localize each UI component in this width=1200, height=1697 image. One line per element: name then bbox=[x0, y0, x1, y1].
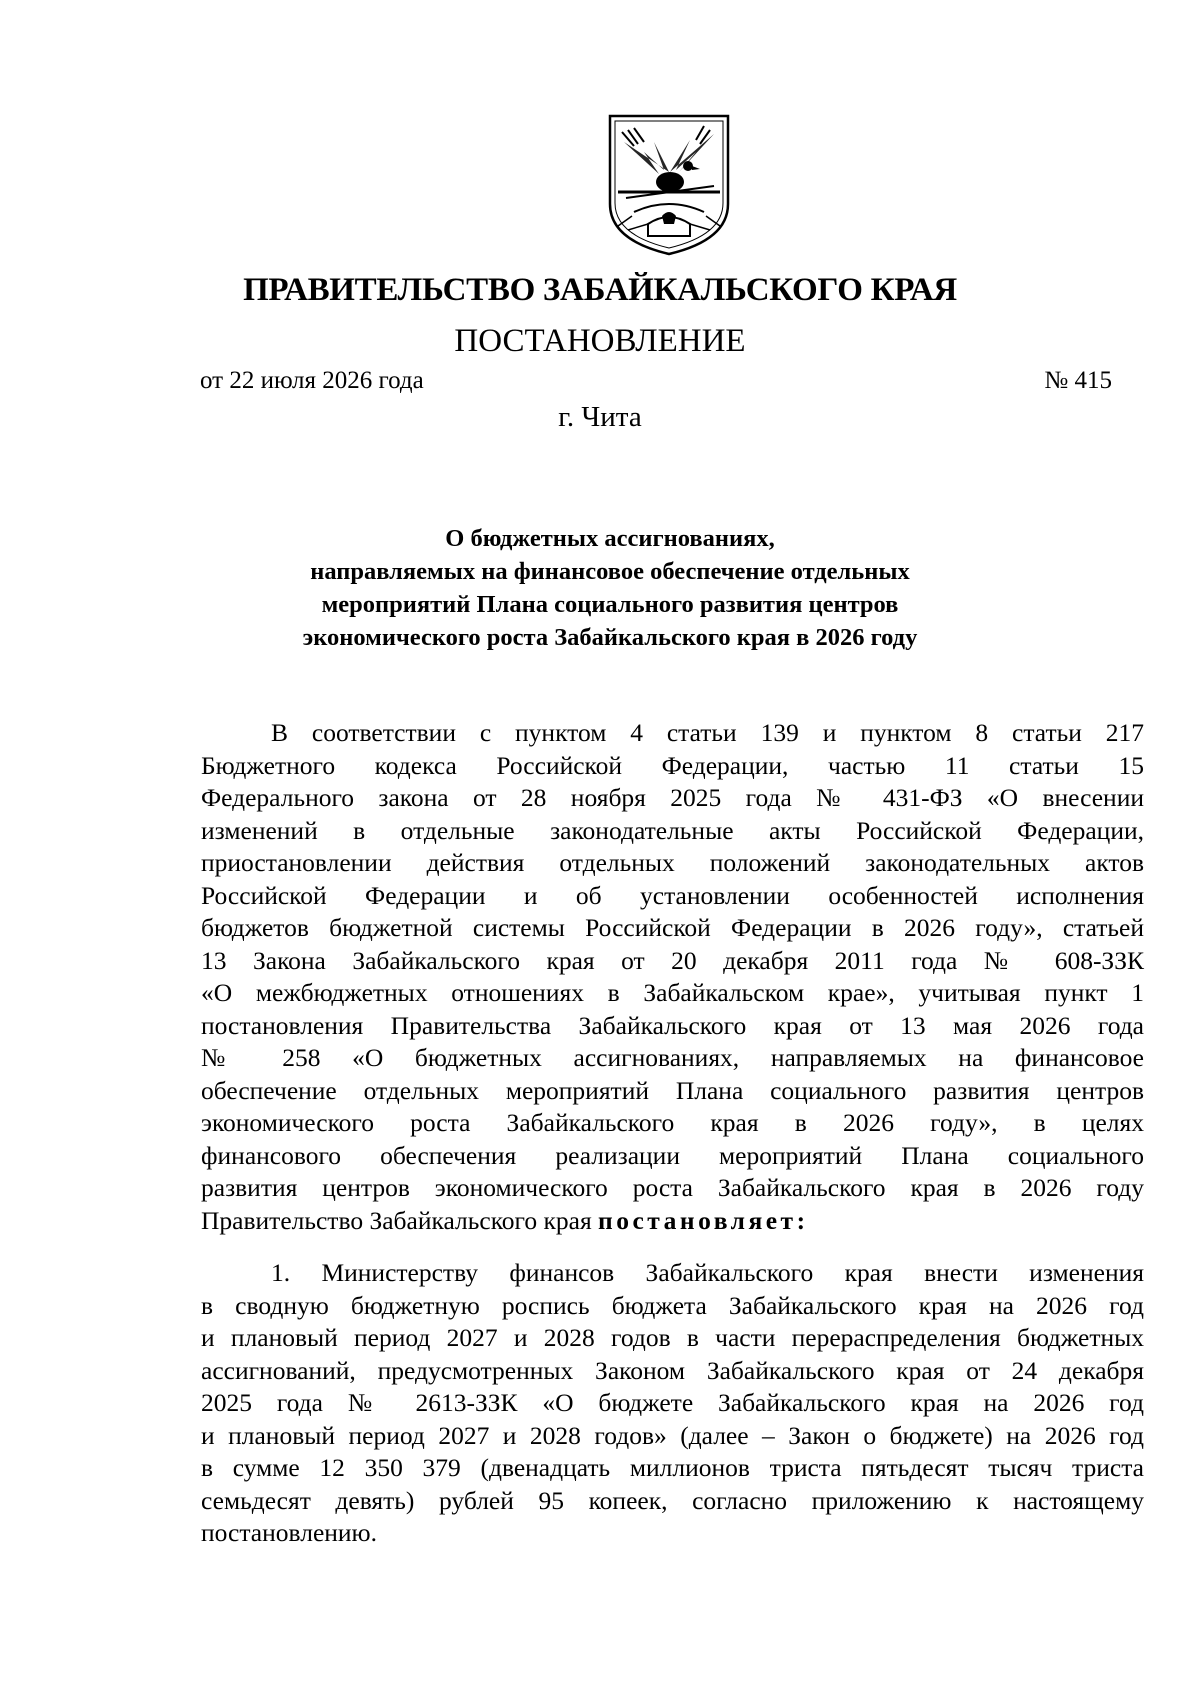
text-line: 1. Министерству финансов Забайкальского края внести изменения bbox=[271, 1258, 1144, 1287]
text-line: в сумме 12 350 379 (двенадцать миллионов триста пятьдесят тысяч триста bbox=[201, 1453, 1144, 1482]
text-line: семьдесят девять) рублей 95 копеек, согласно приложению к настоящему bbox=[201, 1485, 1144, 1515]
document-subject bbox=[260, 522, 960, 654]
text-line: и плановый период 2027 и 2028 годов» (далее – Закон о бюджете) на 2026 год bbox=[201, 1420, 1144, 1450]
text-line: В соответствии с пунктом 4 статьи 139 и пунктом 8 статьи 217 bbox=[271, 718, 1144, 747]
text-line: постановлению. bbox=[201, 1518, 377, 1547]
text-line: в сводную бюджетную роспись бюджета Забайкальского края на 2026 год bbox=[201, 1290, 1144, 1320]
text-line: бюджетов бюджетной системы Российской Федерации в 2026 году», статьей bbox=[201, 913, 1144, 942]
text-line: Российской Федерации и об установлении особенностей исполнения bbox=[201, 880, 1144, 910]
text-line: развития центров экономического роста Забайкальского края в 2026 году bbox=[201, 1173, 1144, 1202]
text-line: приостановлении действия отдельных положений законодательных актов bbox=[201, 848, 1144, 877]
text-line: 2025 года № 2613-ЗЗК «О бюджете Забайкальского края на 2026 год bbox=[201, 1388, 1144, 1417]
resolution-prefix: Правительство Забайкальского края bbox=[201, 1205, 599, 1235]
government-name: ПРАВИТЕЛЬСТВО ЗАБАЙКАЛЬСКОГО КРАЯ bbox=[243, 272, 957, 308]
text-line: 13 Закона Забайкальского края от 20 декабря 2011 года № 608-ЗЗК bbox=[201, 945, 1144, 975]
subject-line: О бюджетных ассигнованиях, bbox=[445, 525, 775, 552]
text-line: Бюджетного кодекса Российской Федерации, частью 11 статьи 15 bbox=[201, 750, 1144, 780]
clause-1-paragraph bbox=[201, 1257, 1144, 1550]
preamble-paragraph bbox=[201, 717, 1144, 1237]
document-date: от 22 июля 2026 года bbox=[200, 367, 424, 394]
subject-line: экономического роста Забайкальского края в 2026 году bbox=[302, 624, 918, 651]
text-line: Федерального закона от 28 ноября 2025 года № 431-ФЗ «О внесении bbox=[201, 783, 1144, 812]
text-line: экономического роста Забайкальского края в 2026 году», в целях bbox=[201, 1108, 1144, 1137]
text-line bbox=[201, 1205, 1144, 1238]
text-line: финансового обеспечения реализации мероприятий Плана социального bbox=[201, 1140, 1144, 1170]
text-line: постановления Правительства Забайкальского края от 13 мая 2026 года bbox=[201, 1010, 1144, 1040]
subject-line: направляемых на финансовое обеспечение отдельных bbox=[310, 558, 910, 585]
text-line: обеспечение отдельных мероприятий Плана социального развития центров bbox=[201, 1075, 1144, 1105]
document-city: г. Чита bbox=[558, 401, 642, 433]
text-line: «О межбюджетных отношениях в Забайкальском крае», учитывая пункт 1 bbox=[201, 978, 1144, 1007]
text-line: № 258 «О бюджетных ассигнованиях, направляемых на финансовое bbox=[201, 1043, 1144, 1072]
resolution-keyword: постановляет: bbox=[598, 1205, 809, 1235]
text-line: и плановый период 2027 и 2028 годов в части перераспределения бюджетных bbox=[201, 1323, 1144, 1352]
document-number: № 415 bbox=[1044, 367, 1112, 394]
coat-of-arms-icon bbox=[604, 112, 734, 258]
subject-line: мероприятий Плана социального развития центров bbox=[321, 591, 899, 618]
document-type: ПОСТАНОВЛЕНИЕ bbox=[454, 323, 746, 359]
text-line: изменений в отдельные законодательные акты Российской Федерации, bbox=[201, 815, 1144, 845]
text-line: ассигнований, предусмотренных Законом Забайкальского края от 24 декабря bbox=[201, 1355, 1144, 1385]
